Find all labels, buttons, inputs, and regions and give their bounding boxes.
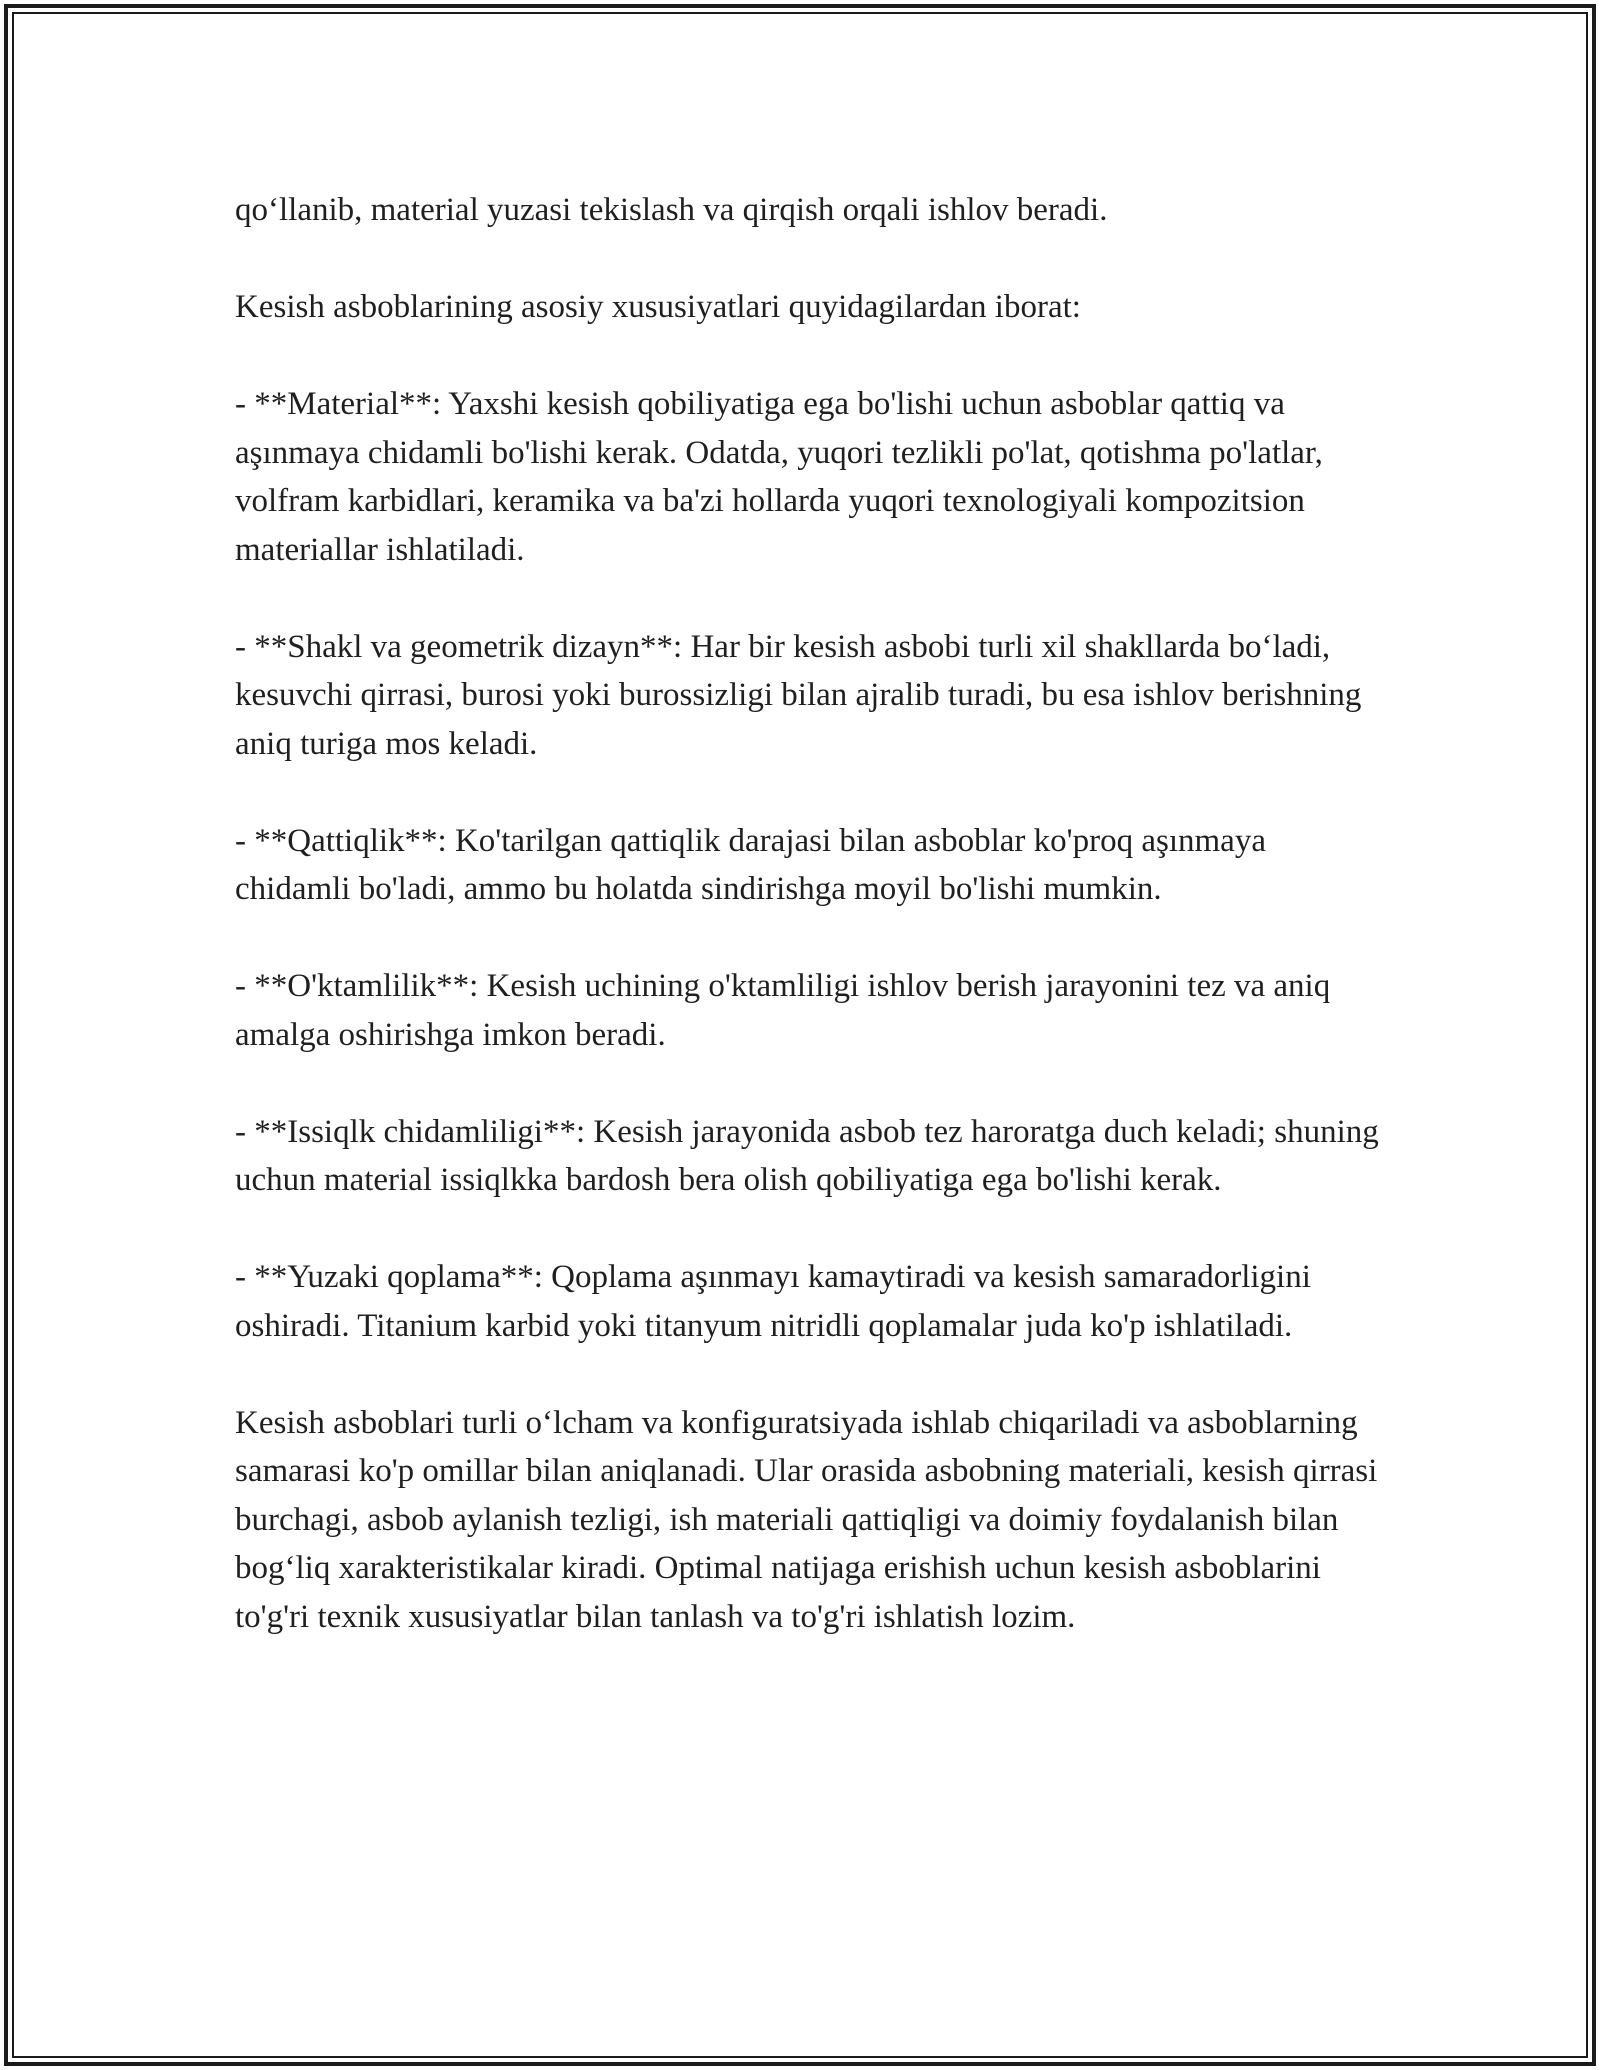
list-item-hardness: - **Qattiqlik**: Ko'tarilgan qattiqlik darajasi bilan asboblar ko'proq aşınmaya chidamli bo'ladi, ammo bu holatda sindirishga moyil bo'lishi mumkin. [235, 822, 1266, 907]
document-body [235, 186, 1385, 1690]
paragraph-intro-continuation: qo‘llanib, material yuzasi tekislash va qirqish orqali ishlov beradi. [235, 192, 1108, 228]
list-item-surface-coating: - **Yuzaki qoplama**: Qoplama aşınmayı kamaytiradi va kesish samaradorligini oshiradi. Titanium karbid yoki titanyum nitridli qoplamalar juda ko'p ishlatiladi. [235, 1259, 1311, 1344]
paragraph-conclusion: Kesish asboblari turli o‘lcham va konfiguratsiyada ishlab chiqariladi va asboblarning samarasi ko'p omillar bilan aniqlanadi. Ular orasida asbobning materiali, kesish qirrasi burchagi, asbob aylanish tezligi, ish materiali qattiqligi va doimiy foydalanish bilan bog‘liq xarakteristikalar kiradi. Optimal natijaga erishish uchun kesish asboblarini to'g'ri texnik xususiyatlar bilan tanlash va to'g'ri ishlatish lozim. [235, 1404, 1378, 1635]
list-item-heat-resistance: - **Issiqlk chidamliligi**: Kesish jarayonida asbob tez haroratga duch keladi; shuning uchun material issiqlkka bardosh bera olish qobiliyatiga ega bo'lishi kerak. [235, 1113, 1379, 1198]
list-item-shape-geometry: - **Shakl va geometrik dizayn**: Har bir kesish asbobi turli xil shakllarda bo‘ladi, kesuvchi qirrasi, burosi yoki burossizligi bilan ajralib turadi, bu esa ishlov berishning aniq turiga mos keladi. [235, 628, 1362, 762]
list-item-material: - **Material**: Yaxshi kesish qobiliyatiga ega bo'lishi uchun asboblar qattiq va aşınmaya chidamli bo'lishi kerak. Odatda, yuqori tezlikli po'lat, qotishma po'latlar, volfram karbidlari, keramika va ba'zi hollarda yuqori texnologiyali kompozitsion materiallar ishlatiladi. [235, 386, 1323, 568]
list-item-sharpness: - **O'ktamlilik**: Kesish uchining o'ktamliligi ishlov berish jarayonini tez va aniq amalga oshirishga imkon beradi. [235, 968, 1331, 1053]
paragraph-list-heading: Kesish asboblarining asosiy xususiyatlari quyidagilardan iborat: [235, 289, 1081, 325]
